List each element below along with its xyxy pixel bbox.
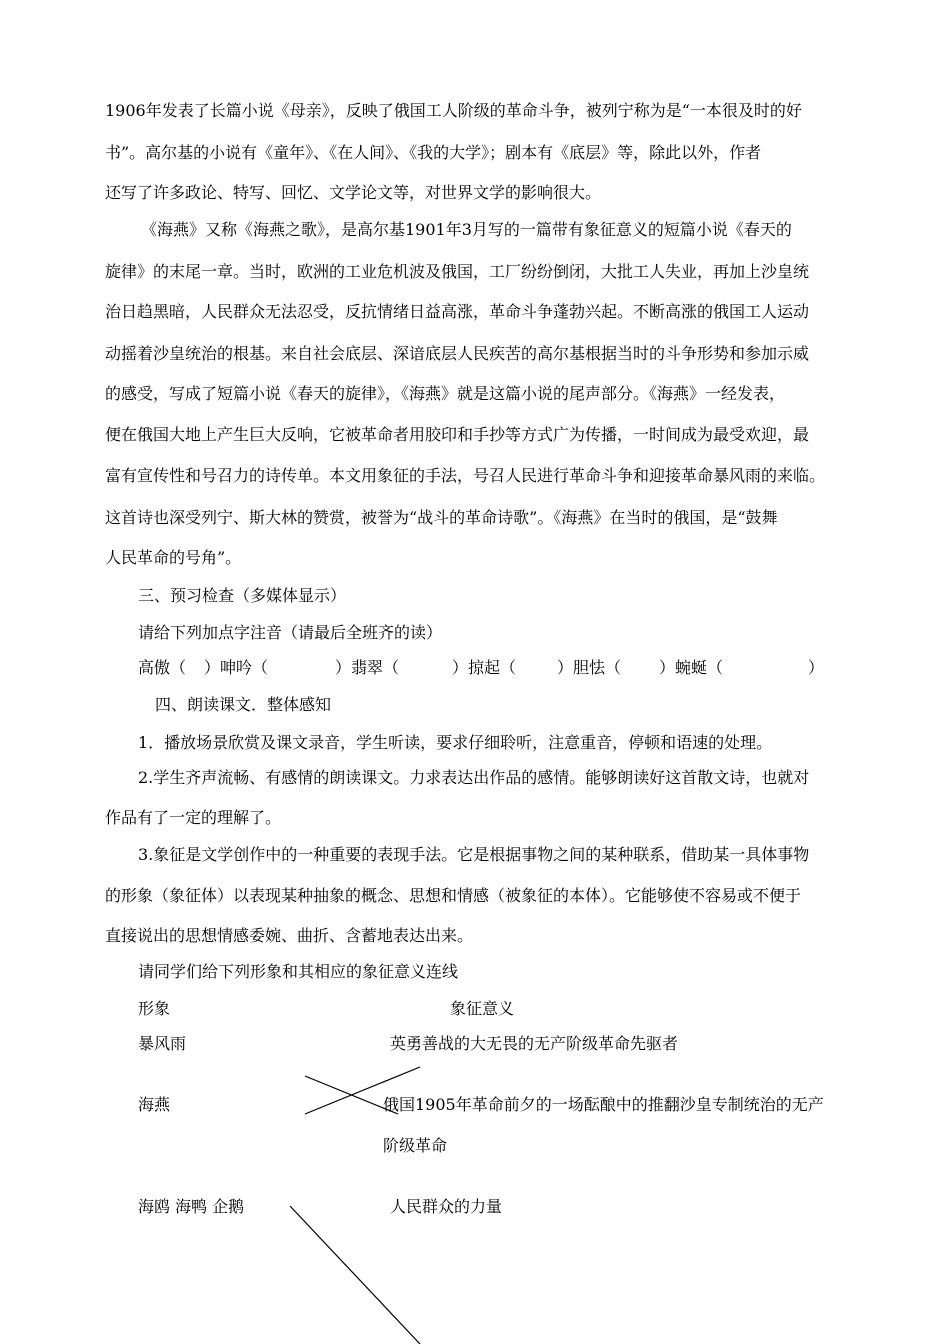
paragraph-2-line-5: 的感受，写成了短篇小说《春天的旋律》，《海燕》就是这篇小说的尾声部分。《海燕》一经发表， bbox=[105, 384, 786, 403]
pinyin-word-7: ） bbox=[808, 658, 825, 677]
pinyin-word-6: ）蜿蜒（ bbox=[659, 658, 724, 677]
section-3-instruction: 请给下列加点字注音（请最后全班齐的读） bbox=[138, 623, 443, 642]
section-4-item-3-line-3: 直接说出的思想情感委婉、曲折、含蓄地表达出来。 bbox=[105, 926, 474, 945]
paragraph-2-line-4: 动摇着沙皇统治的根基。来自社会底层、深谙底层人民疾苦的高尔基根据当时的斗争形势和参加示威 bbox=[105, 344, 810, 363]
matching-left-item-petrel: 海燕 bbox=[138, 1095, 171, 1114]
matching-left-item-storm: 暴风雨 bbox=[138, 1034, 187, 1053]
matching-right-item-2-line-1: 俄国1905年革命前夕的一场酝酿中的推翻沙皇专制统治的无产 bbox=[383, 1095, 824, 1114]
section-4-item-3-line-2: 的形象（象征体）以表现某种抽象的概念、思想和情感（被象征的本体）。它能够使不容易或不便于 bbox=[105, 886, 802, 905]
matching-right-header: 象征意义 bbox=[450, 999, 515, 1018]
section-3-title: 三、预习检查（多媒体显示） bbox=[138, 586, 347, 605]
paragraph-1-line-2: 书”。高尔基的小说有《童年》、《在人间》、《我的大学》；剧本有《底层》等，除此以外，作者 bbox=[105, 143, 762, 162]
matching-left-header: 形象 bbox=[138, 999, 171, 1018]
paragraph-2-line-7: 富有宣传性和号召力的诗传单。本文用象征的手法，号召人民进行革命斗争和迎接革命暴风雨的来临。 bbox=[105, 466, 826, 485]
connector-line-2 bbox=[305, 1067, 420, 1114]
section-4-item-1: 1．播放场景欣赏及课文录音，学生听读，要求仔细聆听，注意重音，停顿和语速的处理。 bbox=[138, 733, 773, 752]
paragraph-1-line-3: 还写了许多政论、特写、回忆、文学论文等，对世界文学的影响很大。 bbox=[105, 183, 602, 202]
pinyin-word-3: ）翡翠（ bbox=[335, 658, 400, 677]
paragraph-2-line-9: 人民革命的号角”。 bbox=[105, 548, 242, 567]
section-4-item-2-line-2: 作品有了一定的理解了。 bbox=[105, 808, 282, 827]
matching-right-item-1: 英勇善战的大无畏的无产阶级革命先驱者 bbox=[390, 1034, 679, 1053]
matching-instruction: 请同学们给下列形象和其相应的象征意义连线 bbox=[138, 962, 459, 981]
pinyin-word-4: ）掠起（ bbox=[452, 658, 517, 677]
pinyin-word-1: 高傲（ bbox=[138, 658, 187, 677]
pinyin-word-5: ）胆怯（ bbox=[557, 658, 622, 677]
section-4-item-3-line-1: 3.象征是文学创作中的一种重要的表现手法。它是根据事物之间的某种联系，借助某一具体事物 bbox=[138, 845, 810, 864]
paragraph-2-line-6: 便在俄国大地上产生巨大反响，它被革命者用胶印和手抄等方式广为传播，一时间成为最受欢迎，最 bbox=[105, 425, 810, 444]
paragraph-2-line-3: 治日趋黑暗，人民群众无法忍受，反抗情绪日益高涨，革命斗争蓬勃兴起。不断高涨的俄国工人运动 bbox=[105, 302, 810, 321]
pinyin-word-2: ）呻吟（ bbox=[204, 658, 269, 677]
paragraph-2-line-1: 《海燕》又称《海燕之歌》，是高尔基1901年3月写的一篇带有象征意义的短篇小说《春天的 bbox=[141, 220, 792, 239]
section-4-title: 四、朗读课文．整体感知 bbox=[155, 695, 332, 714]
matching-right-item-2-line-2: 阶级革命 bbox=[383, 1136, 448, 1155]
paragraph-1-line-1: 1906年发表了长篇小说《母亲》，反映了俄国工人阶级的革命斗争，被列宁称为是“一本很及时的好 bbox=[105, 101, 802, 120]
paragraph-2-line-8: 这首诗也深受列宁、斯大林的赞赏，被誉为“战斗的革命诗歌”。《海燕》在当时的俄国，是“鼓舞 bbox=[105, 508, 778, 527]
matching-right-item-3: 人民群众的力量 bbox=[390, 1197, 503, 1216]
connector-line-3 bbox=[290, 1206, 420, 1344]
matching-left-item-gulls: 海鸥 海鸭 企鹅 bbox=[138, 1197, 245, 1216]
section-4-item-2-line-1: 2.学生齐声流畅、有感情的朗读课文。力求表达出作品的感情。能够朗读好这首散文诗，也就对 bbox=[138, 768, 810, 787]
paragraph-2-line-2: 旋律》的末尾一章。当时，欧洲的工业危机波及俄国，工厂纷纷倒闭，大批工人失业，再加上沙皇统 bbox=[105, 262, 810, 281]
